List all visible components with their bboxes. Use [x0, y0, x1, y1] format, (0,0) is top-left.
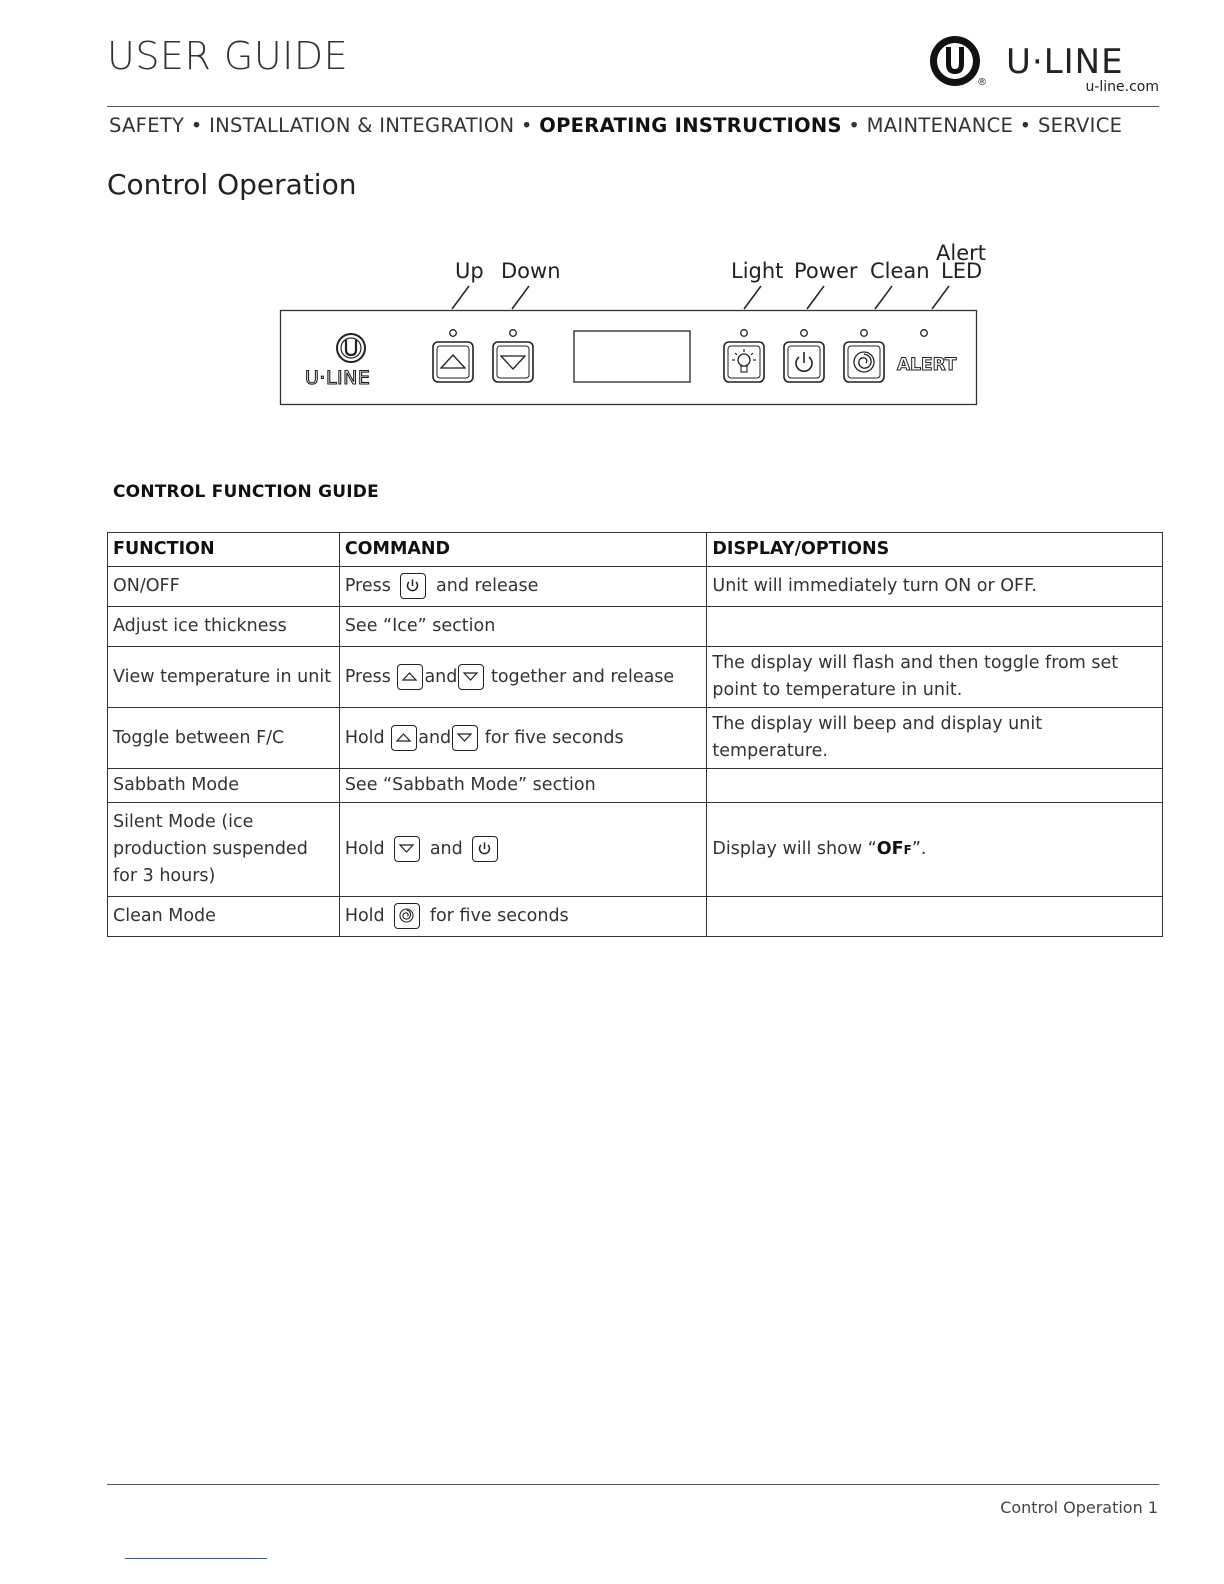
diagram-label-alert: Alert — [936, 241, 986, 265]
function-cell: View temperature in unit — [108, 647, 340, 708]
page-footer: Control Operation 1 — [1000, 1498, 1158, 1517]
clean-icon — [394, 903, 420, 929]
panel-display — [574, 331, 690, 382]
panel-brand: U·LINE — [305, 367, 371, 389]
down-arrow-icon — [452, 725, 478, 751]
up-arrow-icon — [391, 725, 417, 751]
diagram-label-up: Up — [455, 259, 484, 283]
command-cell: Hold for five seconds — [339, 897, 707, 937]
guide-heading: CONTROL FUNCTION GUIDE — [113, 482, 379, 502]
table-row — [108, 769, 1163, 803]
control-function-table — [107, 532, 1163, 937]
display-cell: The display will flash and then toggle from set point to temperature in unit. — [707, 647, 1163, 708]
down-arrow-icon — [458, 664, 484, 690]
header-divider — [107, 106, 1159, 107]
document-title: USER GUIDE — [107, 34, 349, 78]
nav-item-maintenance[interactable]: MAINTENANCE — [866, 114, 1014, 137]
footer-divider — [107, 1484, 1159, 1485]
function-cell: ON/OFF — [108, 567, 340, 607]
nav-separator: • — [1019, 114, 1032, 137]
power-icon — [400, 573, 426, 599]
section-nav — [109, 114, 1122, 137]
up-arrow-icon — [397, 664, 423, 690]
command-cell: Press and together and release — [339, 647, 707, 708]
function-cell: Sabbath Mode — [108, 769, 340, 803]
panel-power-button — [784, 342, 824, 382]
diagram-label-led: LED — [941, 259, 983, 283]
registered-mark: ® — [977, 77, 987, 88]
nav-item-operating-instructions[interactable]: OPERATING INSTRUCTIONS — [539, 114, 842, 137]
section-title: Control Operation — [107, 168, 357, 201]
u-line-logo-icon — [928, 34, 982, 88]
diagram-label-down: Down — [501, 259, 561, 283]
panel-up-button — [433, 342, 473, 382]
diagram-label-power: Power — [794, 259, 858, 283]
panel-light-button — [724, 342, 764, 382]
panel-clean-button — [844, 342, 884, 382]
function-cell: Adjust ice thickness — [108, 607, 340, 647]
function-cell: Toggle between F/C — [108, 708, 340, 769]
command-cell: See “Sabbath Mode” section — [339, 769, 707, 803]
function-cell: Silent Mode (ice production suspended for 3 hours) — [108, 803, 340, 897]
table-row — [108, 567, 1163, 607]
table-row — [108, 607, 1163, 647]
nav-item-installation[interactable]: INSTALLATION & INTEGRATION — [209, 114, 515, 137]
command-cell: Hold and — [339, 803, 707, 897]
command-cell: Press and release — [339, 567, 707, 607]
power-icon — [472, 836, 498, 862]
nav-item-safety[interactable]: SAFETY — [109, 114, 185, 137]
function-cell: Clean Mode — [108, 897, 340, 937]
command-cell: See “Ice” section — [339, 607, 707, 647]
footer-link-underline — [125, 1558, 267, 1559]
brand-url[interactable]: u-line.com — [1085, 79, 1159, 95]
down-arrow-icon — [394, 836, 420, 862]
display-cell — [707, 769, 1163, 803]
panel-down-button — [493, 342, 533, 382]
nav-separator: • — [520, 114, 533, 137]
nav-separator: • — [190, 114, 203, 137]
column-header-display: DISPLAY/OPTIONS — [707, 533, 1163, 567]
display-cell: Display will show “OFF”. — [707, 803, 1163, 897]
command-cell: Hold and for five seconds — [339, 708, 707, 769]
control-panel-diagram — [270, 236, 990, 416]
panel-alert-text: ALERT — [897, 355, 957, 375]
display-cell — [707, 897, 1163, 937]
table-header-row — [108, 533, 1163, 567]
display-cell: The display will beep and display unit temperature. — [707, 708, 1163, 769]
brand-wordmark: U·LINE — [1006, 42, 1124, 82]
nav-separator: • — [848, 114, 861, 137]
table-row — [108, 897, 1163, 937]
table-row — [108, 708, 1163, 769]
table-row — [108, 803, 1163, 897]
diagram-label-clean: Clean — [870, 259, 930, 283]
leader-lines — [452, 286, 949, 309]
display-cell — [707, 607, 1163, 647]
column-header-command: COMMAND — [339, 533, 707, 567]
column-header-function: FUNCTION — [108, 533, 340, 567]
nav-item-service[interactable]: SERVICE — [1037, 114, 1123, 137]
diagram-label-light: Light — [731, 259, 784, 283]
display-cell: Unit will immediately turn ON or OFF. — [707, 567, 1163, 607]
table-row — [108, 647, 1163, 708]
